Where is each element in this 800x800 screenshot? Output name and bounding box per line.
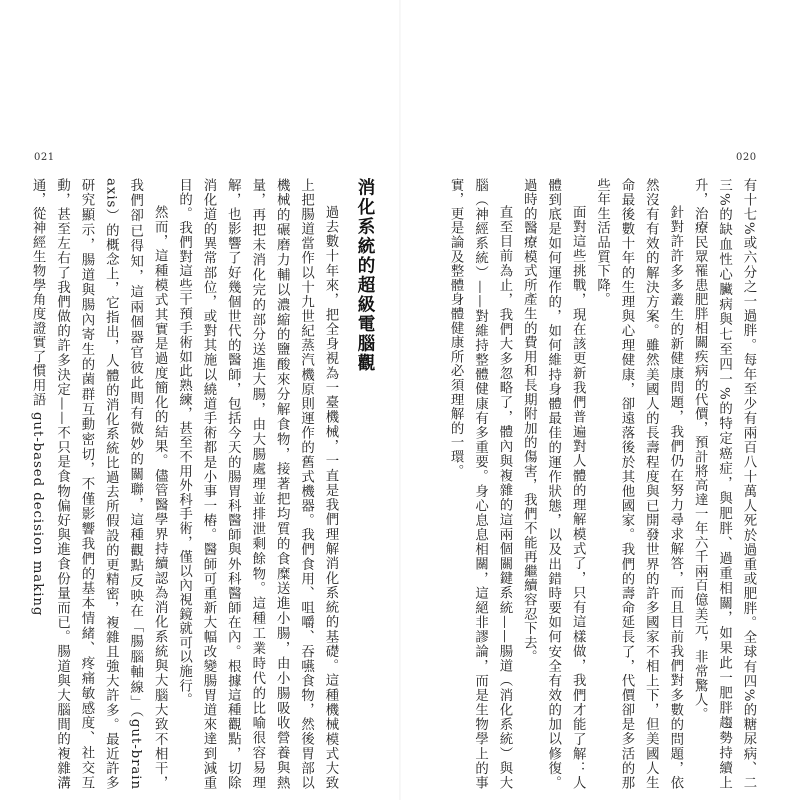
page-gutter xyxy=(399,0,401,800)
right-page-number: 020 xyxy=(736,152,757,163)
left-page-number: 021 xyxy=(34,152,55,163)
paragraph: 過去數十年來，把全身視為一臺機械，一直是我們理解消化系統的基礎。這種機械模式大致上把腸道當作以十九世紀蒸汽機原則運作的舊式機器。我們食用、咀嚼、吞嚥食物，然後胃部以機械的碾磨力輔以濃縮的鹽酸來分解食物，接著把均質的食糜送進小腸，由小腸吸收營養與熱量，再把未消化完的部分送進大腸，由大腸處理並排泄剩餘物。這種工業時代的比喻很容易理解，也影響了好幾個世代的醫師，包括今天的腸胃科醫師與外科醫師在內。根據這種觀點，切除消化道的異常部位，或對其施以繞道手術都是小事一樁。醫師可重新大幅改變腸胃道來達到減重目的。我們對這些干預手術如此熟練，甚至不用外科手術，僅以內視鏡就可以施行。 xyxy=(176,178,338,790)
right-page-text xyxy=(414,178,760,790)
paragraph: 然而，這種模式其實是過度簡化的結果。儘管醫學界持續認為消化系統與大腦大致不相干，我們卻已得知，這兩個器官彼此間有微妙的關聯，這種觀點反映在「腸腦軸線」（gut-brain axis）的概念上，它指出，人體的消化系統比過去所假設的更精密，複雜且強大許多。最近許多研究顯示，腸道與腸內寄生的菌群互動密切，不僅影響我們的基本情緒、疼痛敏感度、社交互動，甚至左右了我們做的許多決定——不只是食物偏好與進食份量而已。腸道與大腦間的複雜溝通，從神經生物學角度證實了慣用語 gut-based decision making xyxy=(30,178,168,790)
section-heading: 消化系統的超級電腦觀 xyxy=(355,178,375,373)
left-page-text xyxy=(32,178,384,790)
paragraph: 直至目前為止，我們大多忽略了，體內與複雜的這兩個關鍵系統——腸道（消化系統）與大腦（神經系統）——對維持整體健康有多重要。身心息息相關，這絕非謬論，而是生物學上的事實，更是論及整體身體健康所必須理解的一環。 xyxy=(448,178,512,790)
paragraph: 面對這些挑戰，現在該更新我們普遍對人體的理解模式了，只有這樣做，我們才能了解：人體到底是如何運作的，如何維持身體最佳的運作狀態，以及出錯時要如何安全有效的加以修復。過時的醫療模式所產生的費用和長期附加的傷害，我們不能再繼續容忍下去。 xyxy=(521,178,586,790)
paragraph: 針對許許多多叢生的新健康問題，我們仍在努力尋求解答，而且目前我們對多數的問題，依然沒有有效的解決方案。雖然美國人的長壽程度與已開發世界的許多國家不相上下，但美國人生命最後數十年的生理與心理健康，卻遠落後於其他國家。我們的壽命延長了，代價卻是多活的那些年生活品質下降。 xyxy=(594,178,683,790)
paragraph: 有十七%或六分之一過胖。每年至少有兩百八十萬人死於過重或肥胖。全球有四%的糖尿病、二三%的缺血性心臟病與七至四一%的特定癌症，與肥胖、過重相關，如果此一肥胖趨勢持續上升，治療民眾罹患肥胖相關疾病的代價，預計將高達一年六千兩百億美元，非常驚人。 xyxy=(692,178,756,790)
